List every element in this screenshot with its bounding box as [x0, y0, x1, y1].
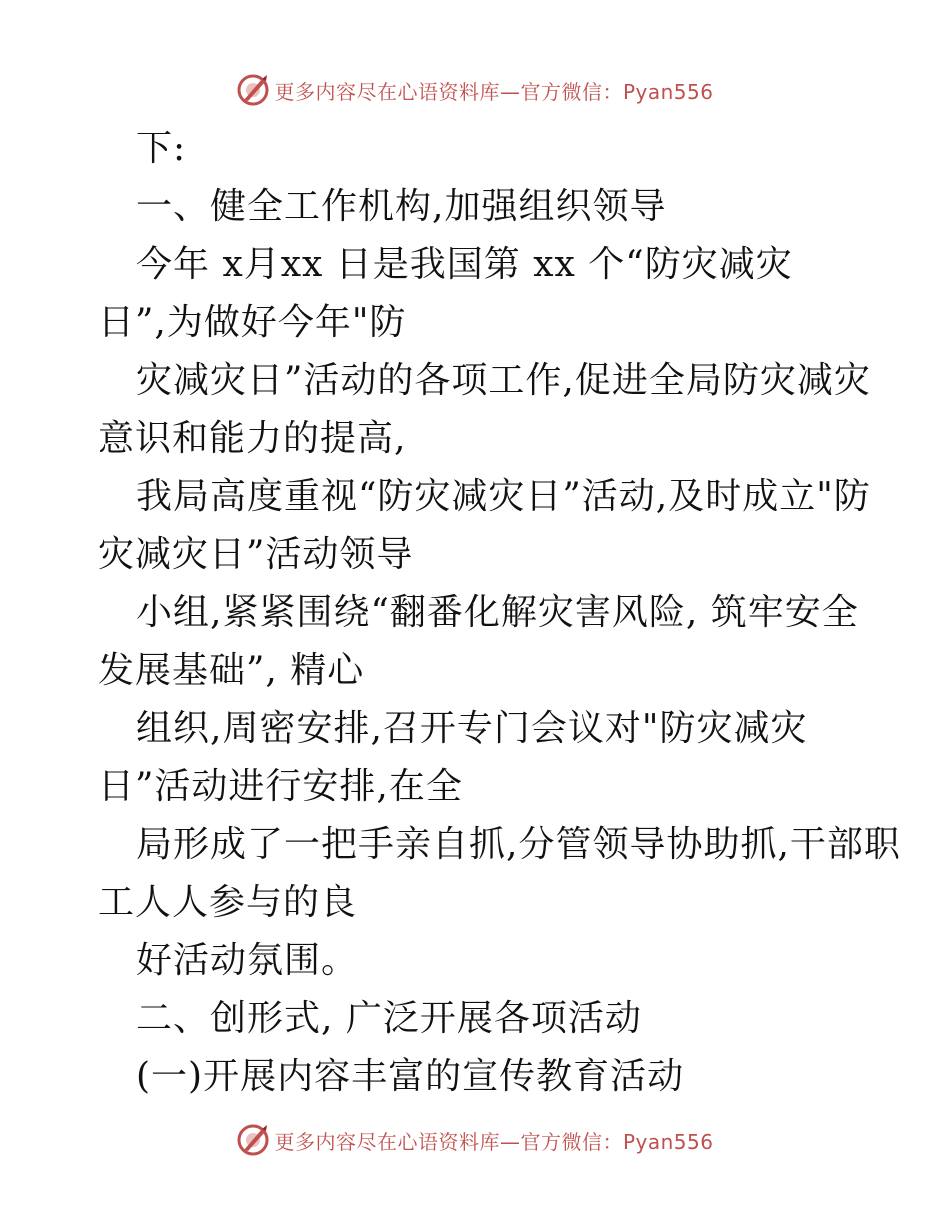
text-line: 一、健全工作机构,加强组织领导 — [136, 186, 667, 227]
text-line: 二、创形式, 广泛开展各项活动 — [136, 998, 642, 1039]
text-line: 工人人参与的良 — [98, 882, 358, 923]
quill-logo-icon — [236, 73, 270, 107]
text-line: 日”,为做好今年"防 — [98, 302, 407, 343]
text-line: 下: — [136, 128, 187, 169]
footer-watermark — [0, 1120, 950, 1160]
text-line: (一)开展内容丰富的宣传教育活动 — [136, 1056, 685, 1097]
text-line: 灾减灾日”活动的各项工作,促进全局防灾减灾 — [136, 360, 871, 401]
watermark-text: 更多内容尽在心语资料库—官方微信：Pyan556 — [274, 79, 714, 104]
watermark-text: 更多内容尽在心语资料库—官方微信：Pyan556 — [274, 1129, 714, 1154]
text-line: 意识和能力的提高, — [98, 418, 407, 459]
quill-logo-icon — [236, 1123, 270, 1157]
text-line: 灾减灾日”活动领导 — [98, 534, 414, 575]
text-line: 好活动氛围。 — [136, 940, 359, 981]
text-line: 组织,周密安排,召开专门会议对"防灾减灾 — [136, 708, 808, 749]
header-watermark — [0, 70, 950, 110]
text-line: 今年 x月xx 日是我国第 xx 个“防灾减灾 — [136, 244, 793, 285]
text-line: 小组,紧紧围绕“翻番化解灾害风险, 筑牢安全 — [136, 592, 859, 633]
text-line: 日”活动进行安排,在全 — [98, 766, 463, 807]
text-line: 我局高度重视“防灾减灾日”活动,及时成立"防 — [136, 476, 871, 517]
text-line: 发展基础”, 精心 — [98, 650, 365, 691]
text-line: 局形成了一把手亲自抓,分管领导协助抓,干部职 — [136, 824, 901, 865]
